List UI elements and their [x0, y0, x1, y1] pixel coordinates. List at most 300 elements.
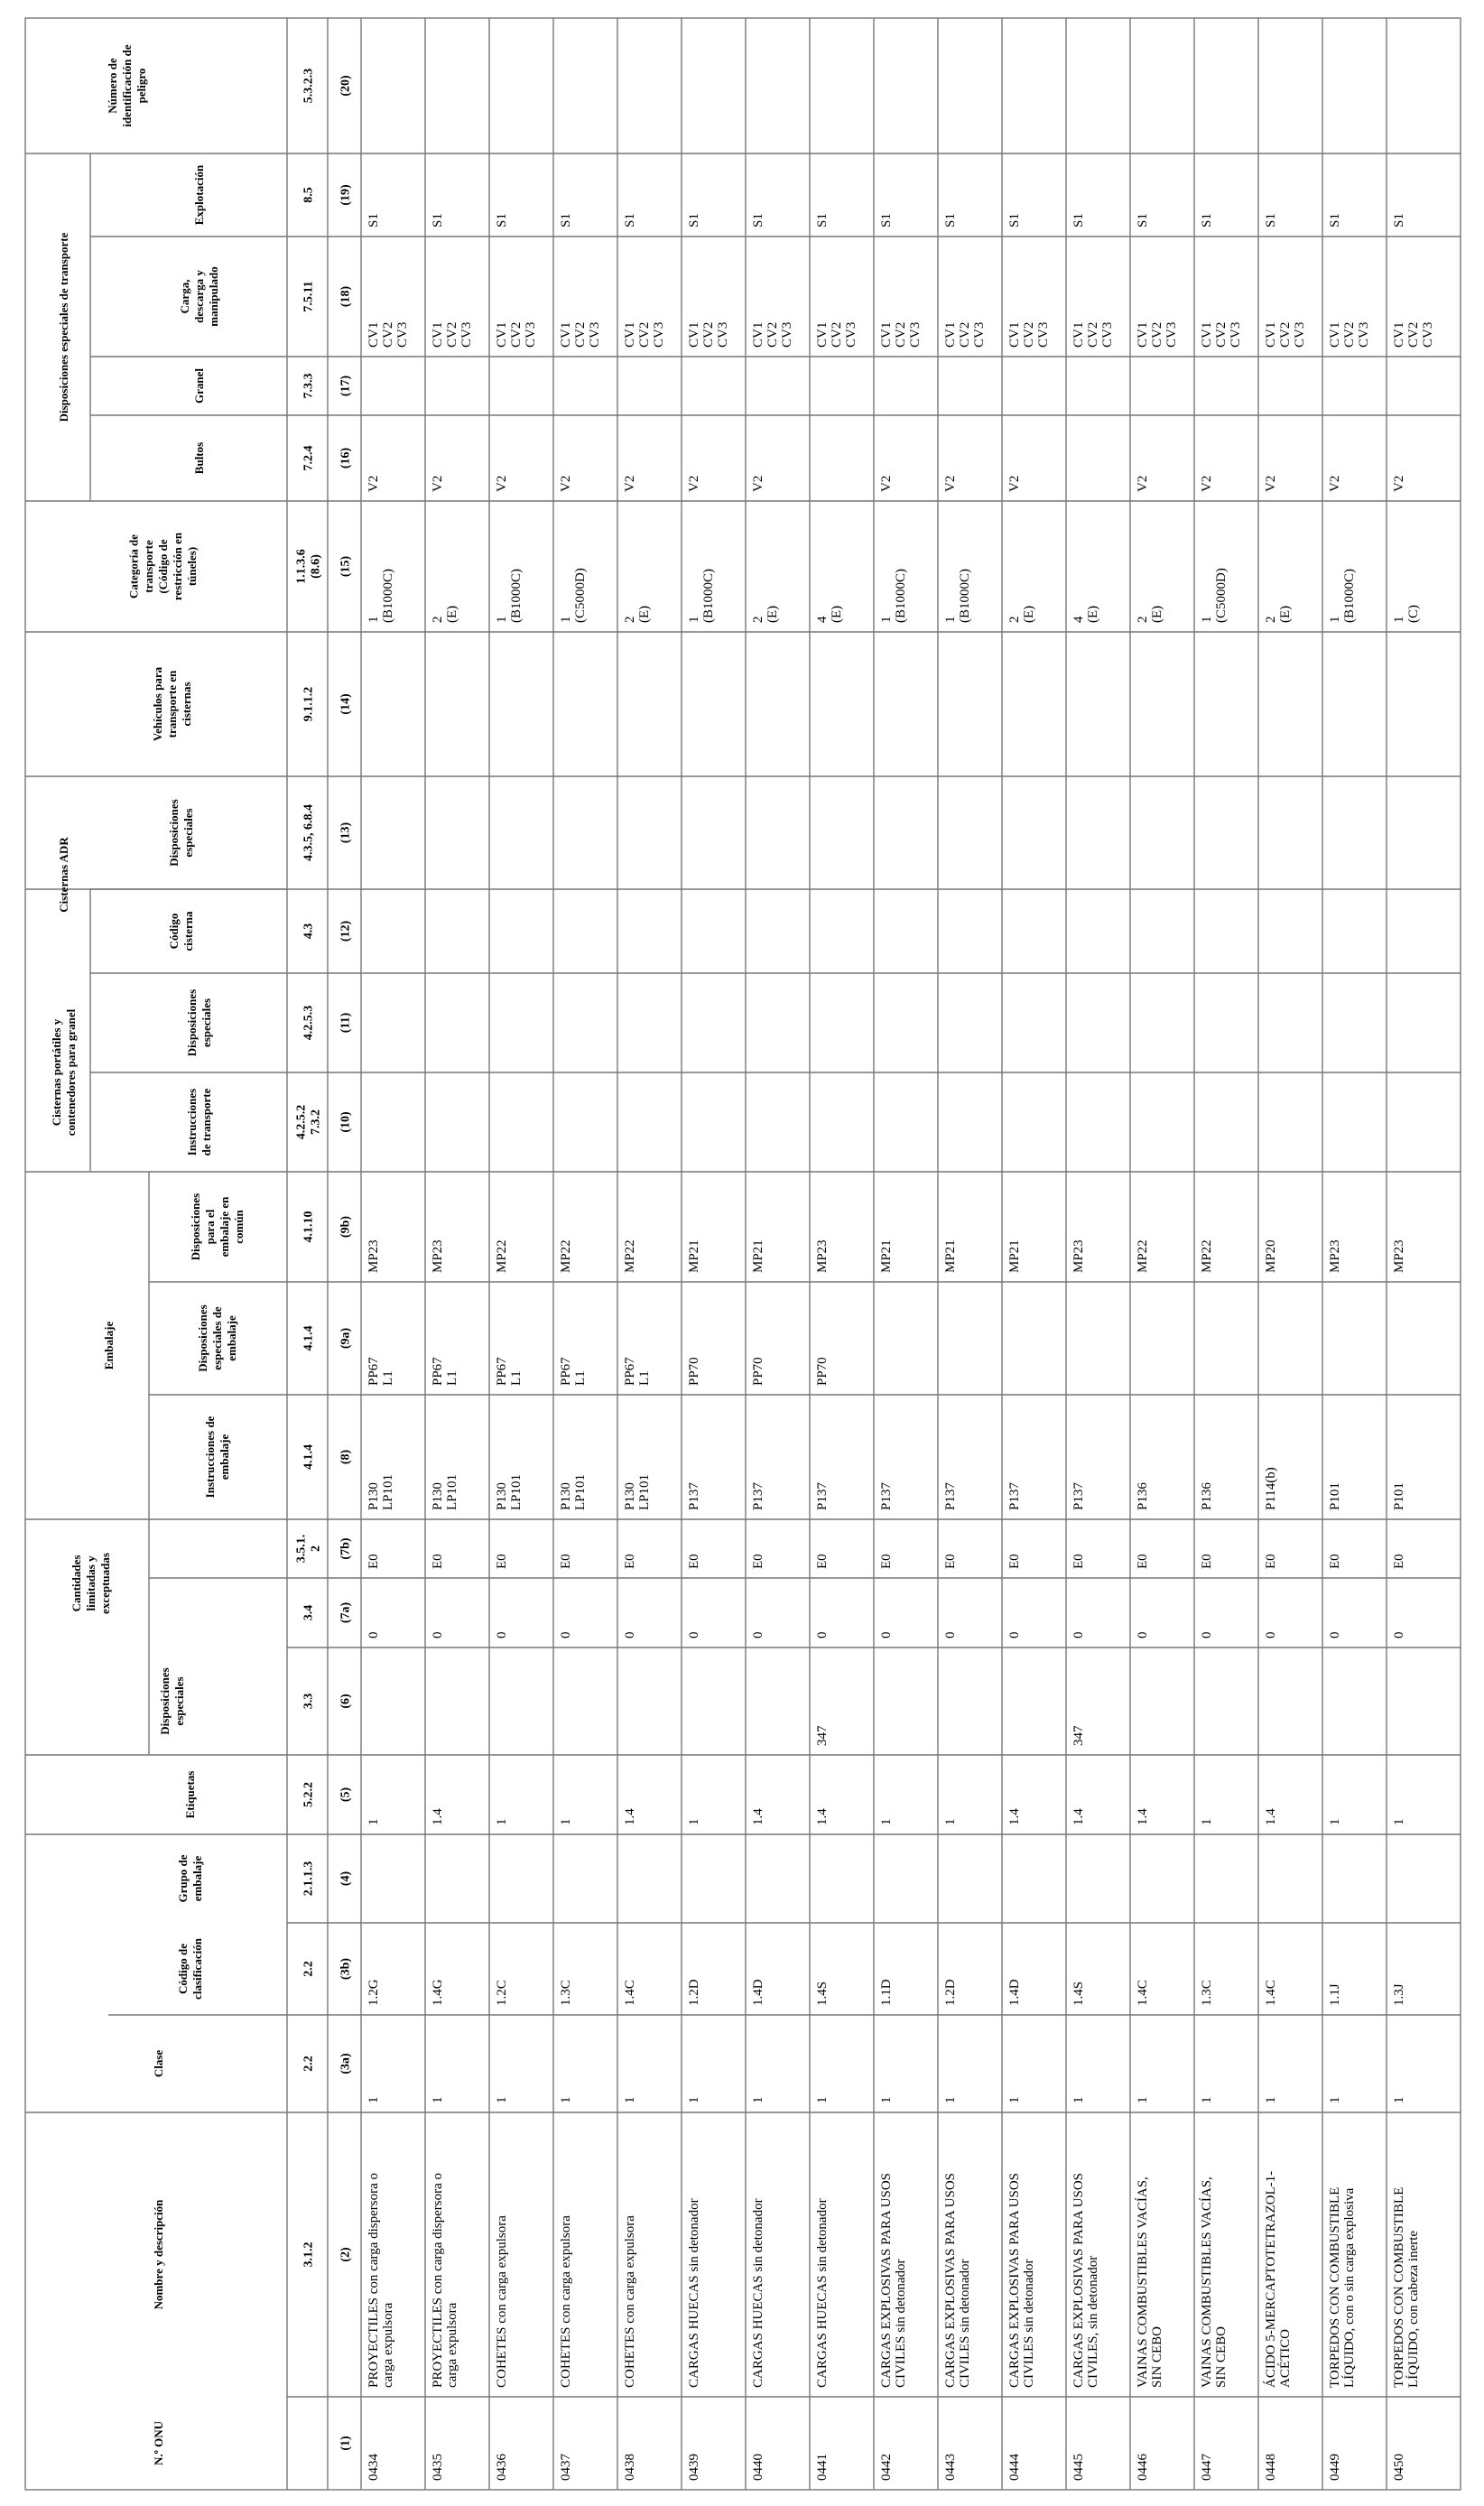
- cell-c15: 1(C): [1392, 605, 1421, 623]
- cell-c15: 4(E): [1071, 605, 1100, 623]
- cell-c1: 0447: [1200, 2454, 1214, 2481]
- cell-c6: 347: [815, 1725, 830, 1746]
- cell-c16: V2: [1264, 475, 1278, 492]
- cell-c3b: 1.4D: [1007, 1979, 1022, 2006]
- ref-c16: 7.2.4: [301, 445, 316, 471]
- cell-c16: V2: [687, 475, 701, 492]
- ref-c5: 5.2.2: [301, 1782, 316, 1807]
- ref-c10: 4.2.5.27.3.2: [294, 1104, 323, 1140]
- cell-c5: 1: [366, 1818, 381, 1825]
- cell-c7b: E0: [687, 1554, 701, 1569]
- cell-c8: P101: [1392, 1482, 1406, 1510]
- cell-c9a: PP67L1: [366, 1357, 395, 1386]
- cell-c7a: 0: [815, 1631, 830, 1638]
- cell-c18: CV1CV2CV3: [1328, 321, 1371, 348]
- cell-c2: PROYECTILES con carga dispersora ocarga expulsora: [366, 2172, 395, 2388]
- cell-c3a: 1: [943, 2096, 958, 2103]
- cell-c15: 1(B1000C): [1328, 569, 1357, 623]
- cell-c8: P130LP101: [495, 1473, 524, 1510]
- cell-c16: V2: [1136, 475, 1150, 492]
- cell-c3b: 1.4C: [1264, 1980, 1278, 2006]
- colnum-c9a: (9a): [339, 1327, 353, 1350]
- cell-c18: CV1CV2CV3: [687, 321, 730, 348]
- cell-c5: 1.4: [1007, 1808, 1022, 1825]
- cell-c5: 1.4: [431, 1808, 445, 1825]
- cell-c19: S1: [623, 213, 637, 227]
- cell-c5: 1: [495, 1818, 509, 1825]
- cell-c7a: 0: [1200, 1631, 1214, 1638]
- cell-c8: P137: [879, 1482, 894, 1510]
- cell-c3b: 1.1J: [1328, 1983, 1342, 2006]
- cell-c8: P114(b): [1264, 1467, 1278, 1510]
- cell-c19: S1: [1071, 213, 1086, 227]
- cell-c15: 1(B1000C): [879, 569, 908, 623]
- cell-c3b: 1.3C: [1200, 1980, 1214, 2006]
- cell-c8: P136: [1200, 1482, 1214, 1510]
- cell-c16: V2: [1200, 475, 1214, 492]
- cell-c7a: 0: [1136, 1631, 1150, 1638]
- cell-c3b: 1.1D: [879, 1979, 894, 2006]
- colnum-c17: (17): [339, 375, 353, 397]
- cell-c8: P137: [687, 1482, 701, 1510]
- cell-c7a: 0: [1071, 1631, 1086, 1638]
- cell-c3a: 1: [879, 2096, 894, 2103]
- colnum-c14: (14): [339, 693, 353, 715]
- cell-c9b: MP23: [1392, 1239, 1406, 1273]
- header-hazard-id: Número deidentificación depeligro: [105, 44, 148, 127]
- cell-c3b: 1.2C: [495, 1980, 509, 2006]
- cell-c7b: E0: [815, 1554, 830, 1569]
- cell-c19: S1: [431, 213, 445, 227]
- cell-c9b: MP23: [431, 1239, 445, 1273]
- cell-c5: 1: [1200, 1818, 1214, 1825]
- cell-c16: V2: [751, 475, 765, 492]
- cell-c8: P130LP101: [366, 1473, 395, 1510]
- header-loading: Carga,descarga ymanipulado: [177, 266, 220, 327]
- cell-c16: V2: [559, 475, 573, 492]
- cell-c3b: 1.4S: [1071, 1981, 1086, 2006]
- cell-c9a: PP70: [815, 1357, 830, 1386]
- cell-c5: 1: [1392, 1818, 1406, 1825]
- ref-c4: 2.1.1.3: [301, 1861, 316, 1897]
- cell-c1: 0450: [1392, 2454, 1406, 2481]
- cell-c8: P137: [1071, 1482, 1086, 1510]
- cell-c8: P137: [1007, 1482, 1022, 1510]
- cell-c9b: MP22: [559, 1239, 573, 1273]
- cell-c5: 1.4: [623, 1808, 637, 1825]
- cell-c19: S1: [751, 213, 765, 227]
- cell-c7a: 0: [559, 1631, 573, 1638]
- cell-c9a: PP67L1: [431, 1357, 459, 1386]
- cell-c1: 0438: [623, 2454, 637, 2481]
- cell-c2: COHETES con carga expulsora: [623, 2215, 637, 2388]
- cell-c18: CV1CV2CV3: [1200, 321, 1243, 348]
- colnum-c13: (13): [339, 821, 353, 844]
- cell-c9b: MP22: [1136, 1239, 1150, 1273]
- colnum-c19: (19): [339, 184, 353, 206]
- cell-c7a: 0: [1264, 1631, 1278, 1638]
- cell-c19: S1: [943, 213, 958, 227]
- header-packages: Bultos: [191, 441, 206, 475]
- cell-c1: 0444: [1007, 2454, 1022, 2481]
- cell-c1: 0443: [943, 2454, 958, 2481]
- cell-c9a: PP67L1: [495, 1357, 524, 1386]
- cell-c8: P130LP101: [559, 1473, 588, 1510]
- cell-c8: P101: [1328, 1482, 1342, 1510]
- cell-c1: 0441: [815, 2454, 830, 2481]
- header-tank-code: Códigocisterna: [166, 911, 195, 951]
- cell-c7a: 0: [1007, 1631, 1022, 1638]
- cell-c3a: 1: [1071, 2096, 1086, 2103]
- cell-c16: V2: [879, 475, 894, 492]
- cell-c8: P137: [751, 1482, 765, 1510]
- cell-c18: CV1CV2CV3: [751, 321, 794, 348]
- cell-c3a: 1: [1200, 2096, 1214, 2103]
- cell-c9a: PP70: [751, 1357, 765, 1386]
- cell-c15: 2(E): [623, 605, 652, 623]
- cell-c15: 1(B1000C): [943, 569, 972, 623]
- cell-c15: 1(C5000D): [559, 568, 588, 623]
- cell-c1: 0442: [879, 2454, 894, 2481]
- header-class: Clase: [151, 2049, 165, 2078]
- cell-c3b: 1.2G: [366, 1979, 381, 2006]
- cell-c16: V2: [943, 475, 958, 492]
- ref-c17: 7.3.3: [301, 373, 316, 399]
- ref-c20: 5.3.2.3: [301, 68, 316, 104]
- cell-c15: 2(E): [1007, 605, 1036, 623]
- cell-c19: S1: [815, 213, 830, 227]
- table-text: [50, 44, 1435, 2481]
- cell-c16: V2: [366, 475, 381, 492]
- cell-c16: V2: [431, 475, 445, 492]
- cell-c3a: 1: [815, 2096, 830, 2103]
- cell-c5: 1.4: [1264, 1808, 1278, 1825]
- header-tank-special: Disposicionesespeciales: [166, 799, 195, 867]
- cell-c3a: 1: [687, 2096, 701, 2103]
- header-operation: Explotación: [191, 164, 206, 226]
- ref-c8: 4.1.4: [301, 1444, 316, 1470]
- cell-c7a: 0: [366, 1631, 381, 1638]
- cell-c1: 0434: [366, 2454, 381, 2481]
- header-labels: Etiquetas: [182, 1770, 197, 1819]
- cell-c3b: 1.3C: [559, 1980, 573, 2006]
- cell-c19: S1: [1264, 213, 1278, 227]
- ref-c6: 3.3: [301, 1693, 316, 1710]
- header-transport-category: Categoría detransporte(Código derestricción entúneles): [126, 532, 199, 601]
- cell-c5: 1: [879, 1818, 894, 1825]
- cell-c2: COHETES con carga expulsora: [495, 2215, 509, 2388]
- cell-c19: S1: [366, 213, 381, 227]
- cell-c7b: E0: [1136, 1554, 1150, 1569]
- cell-c9a: PP70: [687, 1357, 701, 1386]
- ref-c9a: 4.1.4: [301, 1325, 316, 1351]
- cell-c7b: E0: [1328, 1554, 1342, 1569]
- cell-c1: 0440: [751, 2454, 765, 2481]
- cell-c15: 1(B1000C): [366, 569, 395, 623]
- cell-c5: 1.4: [1071, 1808, 1086, 1825]
- cell-c9b: MP22: [623, 1239, 637, 1273]
- cell-c5: 1: [1328, 1818, 1342, 1825]
- cell-c18: CV1CV2CV3: [1071, 321, 1115, 348]
- cell-c3a: 1: [1136, 2096, 1150, 2103]
- cell-c7a: 0: [943, 1631, 958, 1638]
- ref-c3a: 2.2: [301, 2056, 316, 2072]
- ref-c13: 4.3.5, 6.8.4: [301, 804, 316, 861]
- cell-c7b: E0: [1007, 1554, 1022, 1569]
- colnum-c3b: (3b): [339, 1957, 353, 1981]
- colnum-c7b: (7b): [339, 1537, 353, 1560]
- header-special-packing: Disposicionesespeciales deembalaje: [195, 1304, 238, 1372]
- cell-c8: P136: [1136, 1482, 1150, 1510]
- cell-c9b: MP22: [1200, 1239, 1214, 1273]
- cell-c7b: E0: [1071, 1554, 1086, 1569]
- cell-c8: P137: [815, 1482, 830, 1510]
- cell-c9b: MP21: [687, 1239, 701, 1273]
- cell-c18: CV1CV2CV3: [495, 321, 538, 348]
- cell-c3a: 1: [1328, 2096, 1342, 2103]
- cell-c3b: 1.2D: [687, 1979, 701, 2006]
- ref-c11: 4.2.5.3: [301, 1005, 316, 1041]
- colnum-c3a: (3a): [339, 2053, 353, 2074]
- cell-c6: 347: [1071, 1725, 1086, 1746]
- cell-c3a: 1: [559, 2096, 573, 2103]
- cell-c15: 1(B1000C): [687, 569, 716, 623]
- cell-c7a: 0: [431, 1631, 445, 1638]
- cell-c1: 0436: [495, 2454, 509, 2481]
- header-pt-instructions: Instruccionesde transporte: [184, 1088, 213, 1156]
- cell-c9b: MP21: [879, 1239, 894, 1273]
- cell-c2: VAINAS COMBUSTIBLES VACÍAS,SIN CEBO: [1136, 2177, 1164, 2388]
- table-grid-lines: [25, 18, 1461, 2490]
- cell-c7b: E0: [1200, 1554, 1214, 1569]
- cell-c7b: E0: [623, 1554, 637, 1569]
- cell-c7a: 0: [1392, 1631, 1406, 1638]
- cell-c7b: E0: [495, 1554, 509, 1569]
- cell-c19: S1: [1328, 213, 1342, 227]
- cell-c7b: E0: [431, 1554, 445, 1569]
- cell-c7a: 0: [495, 1631, 509, 1638]
- cell-c1: 0448: [1264, 2454, 1278, 2481]
- cell-c18: CV1CV2CV3: [1007, 321, 1051, 348]
- ref-c14: 9.1.1.2: [301, 686, 316, 722]
- cell-c7a: 0: [751, 1631, 765, 1638]
- cell-c3b: 1.4D: [751, 1979, 765, 2006]
- ref-c18: 7.5.11: [301, 281, 316, 312]
- ref-c7b: 3.5.1.2: [294, 1534, 323, 1564]
- ref-c7a: 3.4: [301, 1604, 316, 1621]
- cell-c9b: MP21: [943, 1239, 958, 1273]
- colnum-c10: (10): [339, 1111, 353, 1133]
- cell-c15: 1(C5000D): [1200, 568, 1229, 623]
- cell-c2: PROYECTILES con carga dispersora ocarga expulsora: [431, 2172, 459, 2388]
- cell-c1: 0445: [1071, 2454, 1086, 2481]
- cell-c3b: 1.4G: [431, 1979, 445, 2006]
- cell-c2: ÁCIDO 5-MERCAPTOTETRAZOL-1-ACÉTICO: [1264, 2170, 1293, 2388]
- cell-c9a: PP67L1: [559, 1357, 588, 1386]
- ref-c19: 8.5: [301, 187, 316, 203]
- cell-c15: 2(E): [1136, 605, 1164, 623]
- cell-c19: S1: [495, 213, 509, 227]
- header-class-code: Código declasificación: [175, 1938, 204, 2000]
- cell-c2: VAINAS COMBUSTIBLES VACÍAS,SIN CEBO: [1200, 2177, 1229, 2388]
- cell-c18: CV1CV2CV3: [815, 321, 858, 348]
- cell-c18: CV1CV2CV3: [559, 321, 602, 348]
- header-name: Nombre y descripción: [151, 2199, 165, 2310]
- cell-c1: 0435: [431, 2454, 445, 2481]
- cell-c5: 1.4: [815, 1808, 830, 1825]
- cell-c9b: MP23: [366, 1239, 381, 1273]
- header-special-transport: Disposiciones especiales de transporte: [56, 232, 70, 422]
- cell-c3b: 1.4S: [815, 1981, 830, 2006]
- cell-c8: P137: [943, 1482, 958, 1510]
- cell-c16: V2: [1392, 475, 1406, 492]
- colnum-c4: (4): [339, 1870, 353, 1887]
- cell-c2: CARGAS HUECAS sin detonador: [687, 2198, 701, 2388]
- ref-c2: 3.1.2: [301, 2241, 316, 2268]
- cell-c1: 0449: [1328, 2454, 1342, 2481]
- table-border: [25, 18, 1461, 2490]
- cell-c3a: 1: [495, 2096, 509, 2103]
- cell-c1: 0439: [687, 2454, 701, 2481]
- cell-c18: CV1CV2CV3: [879, 321, 923, 348]
- cell-c7b: E0: [1392, 1554, 1406, 1569]
- cell-c5: 1: [687, 1818, 701, 1825]
- cell-c7a: 0: [879, 1631, 894, 1638]
- header-bulk: Granel: [191, 368, 206, 404]
- cell-c2: TORPEDOS CON COMBUSTIBLELÍQUIDO, con cabeza inerte: [1392, 2186, 1421, 2388]
- header-vehicle-tank: Vehículos paratransporte encisternas: [150, 666, 193, 742]
- cell-c3a: 1: [1007, 2096, 1022, 2103]
- cell-c7b: E0: [751, 1554, 765, 1569]
- colnum-c8: (8): [339, 1449, 353, 1465]
- cell-c3a: 1: [431, 2096, 445, 2103]
- cell-c15: 2(E): [431, 605, 459, 623]
- cell-c7b: E0: [1264, 1554, 1278, 1569]
- cell-c2: COHETES con carga expulsora: [559, 2215, 573, 2388]
- header-packing-group: Grupo deembalaje: [175, 1854, 204, 1903]
- colnum-c11: (11): [339, 1012, 353, 1034]
- cell-c8: P130LP101: [431, 1473, 459, 1510]
- cell-c2: CARGAS EXPLOSIVAS PARA USOSCIVILES sin detonador: [879, 2172, 908, 2388]
- cell-c9b: MP23: [1328, 1239, 1342, 1273]
- cell-c19: S1: [1007, 213, 1022, 227]
- colnum-c7a: (7a): [339, 1601, 353, 1624]
- cell-c7a: 0: [1328, 1631, 1342, 1638]
- cell-c15: 1(B1000C): [495, 569, 524, 623]
- cell-c9b: MP23: [815, 1239, 830, 1273]
- cell-c19: S1: [1136, 213, 1150, 227]
- colnum-c9b: (9b): [339, 1215, 353, 1239]
- cell-c8: P130LP101: [623, 1473, 652, 1510]
- cell-c3b: 1.2D: [943, 1979, 958, 2006]
- cell-c3b: 1.4C: [623, 1980, 637, 2006]
- cell-c18: CV1CV2CV3: [1264, 321, 1307, 348]
- cell-c15: 4(E): [815, 605, 844, 623]
- cell-c2: TORPEDOS CON COMBUSTIBLELÍQUIDO, con o sin carga explosiva: [1328, 2186, 1357, 2388]
- cell-c19: S1: [687, 213, 701, 227]
- colnum-c12: (12): [339, 920, 353, 942]
- cell-c16: V2: [1007, 475, 1022, 492]
- cell-c9b: MP21: [751, 1239, 765, 1273]
- ref-c12: 4.3: [301, 923, 316, 940]
- cell-c5: 1: [943, 1818, 958, 1825]
- header-limited-qty: Cantidadeslimitadas yexceptuadas: [69, 1553, 112, 1614]
- cell-c16: V2: [495, 475, 509, 492]
- cell-c9b: MP22: [495, 1239, 509, 1273]
- cell-c3b: 1.4C: [1136, 1980, 1150, 2006]
- cell-c15: 2(E): [1264, 605, 1293, 623]
- ref-c3b: 2.2: [301, 1961, 316, 1977]
- cell-c2: CARGAS HUECAS sin detonador: [815, 2198, 830, 2388]
- ref-c9b: 4.1.10: [301, 1211, 316, 1243]
- cell-c19: S1: [879, 213, 894, 227]
- header-portable-tanks: Cisternas portátiles ycontenedores para granel: [49, 1008, 78, 1137]
- cell-c19: S1: [559, 213, 573, 227]
- colnum-c2: (2): [339, 2247, 353, 2262]
- cell-c7b: E0: [559, 1554, 573, 1569]
- header-special-provisions: Disposicionesespeciales: [157, 1667, 186, 1735]
- colnum-c1: (1): [339, 2436, 353, 2451]
- header-mixed-packing: Disposicionespara elembalaje encomún: [188, 1193, 246, 1261]
- cell-c3a: 1: [1392, 2096, 1406, 2103]
- cell-c19: S1: [1200, 213, 1214, 227]
- cell-c7b: E0: [366, 1554, 381, 1569]
- cell-c7a: 0: [623, 1631, 637, 1638]
- colnum-c16: (16): [339, 447, 353, 469]
- header-packing-instructions: Instrucciones deembalaje: [202, 1415, 231, 1499]
- cell-c2: CARGAS EXPLOSIVAS PARA USOSCIVILES, sin detonador: [1071, 2172, 1100, 2388]
- cell-c5: 1: [559, 1818, 573, 1825]
- cell-c5: 1.4: [1136, 1808, 1150, 1825]
- header-pt-special: Disposicionesespeciales: [184, 988, 213, 1057]
- header-un-no: N.º ONU: [151, 2420, 165, 2466]
- cell-c3a: 1: [751, 2096, 765, 2103]
- cell-c9b: MP20: [1264, 1239, 1278, 1273]
- cell-c18: CV1CV2CV3: [1392, 321, 1435, 348]
- cell-c16: V2: [623, 475, 637, 492]
- cell-c1: 0437: [559, 2454, 573, 2481]
- cell-c2: CARGAS EXPLOSIVAS PARA USOSCIVILES sin detonador: [1007, 2172, 1036, 2388]
- colnum-c18: (18): [339, 285, 353, 308]
- cell-c3a: 1: [366, 2096, 381, 2103]
- cell-c9a: PP67L1: [623, 1357, 652, 1386]
- cell-c3b: 1.3J: [1392, 1983, 1406, 2006]
- colnum-c5: (5): [339, 1787, 353, 1803]
- colnum-c15: (15): [339, 555, 353, 578]
- cell-c1: 0446: [1136, 2454, 1150, 2481]
- cell-c9b: MP21: [1007, 1239, 1022, 1273]
- cell-c5: 1.4: [751, 1808, 765, 1825]
- cell-c3a: 1: [1264, 2096, 1278, 2103]
- cell-c18: CV1CV2CV3: [431, 321, 474, 348]
- cell-c16: V2: [1328, 475, 1342, 492]
- cell-c18: CV1CV2CV3: [943, 321, 987, 348]
- header-packaging: Embalaje: [101, 1321, 116, 1370]
- ref-c15: 1.1.3.6(8.6): [294, 549, 323, 584]
- cell-c15: 2(E): [751, 605, 780, 623]
- cell-c7a: 0: [687, 1631, 701, 1638]
- cell-c7b: E0: [879, 1554, 894, 1569]
- colnum-c6: (6): [339, 1694, 353, 1709]
- cell-c19: S1: [1392, 213, 1406, 227]
- cell-c18: CV1CV2CV3: [623, 321, 666, 348]
- cell-c18: CV1CV2CV3: [1136, 321, 1179, 348]
- cell-c7b: E0: [943, 1554, 958, 1569]
- header-adr-tank: Cisternas ADR: [56, 837, 70, 913]
- cell-c2: CARGAS EXPLOSIVAS PARA USOSCIVILES sin detonador: [943, 2172, 972, 2388]
- cell-c3a: 1: [623, 2096, 637, 2103]
- cell-c18: CV1CV2CV3: [366, 321, 410, 348]
